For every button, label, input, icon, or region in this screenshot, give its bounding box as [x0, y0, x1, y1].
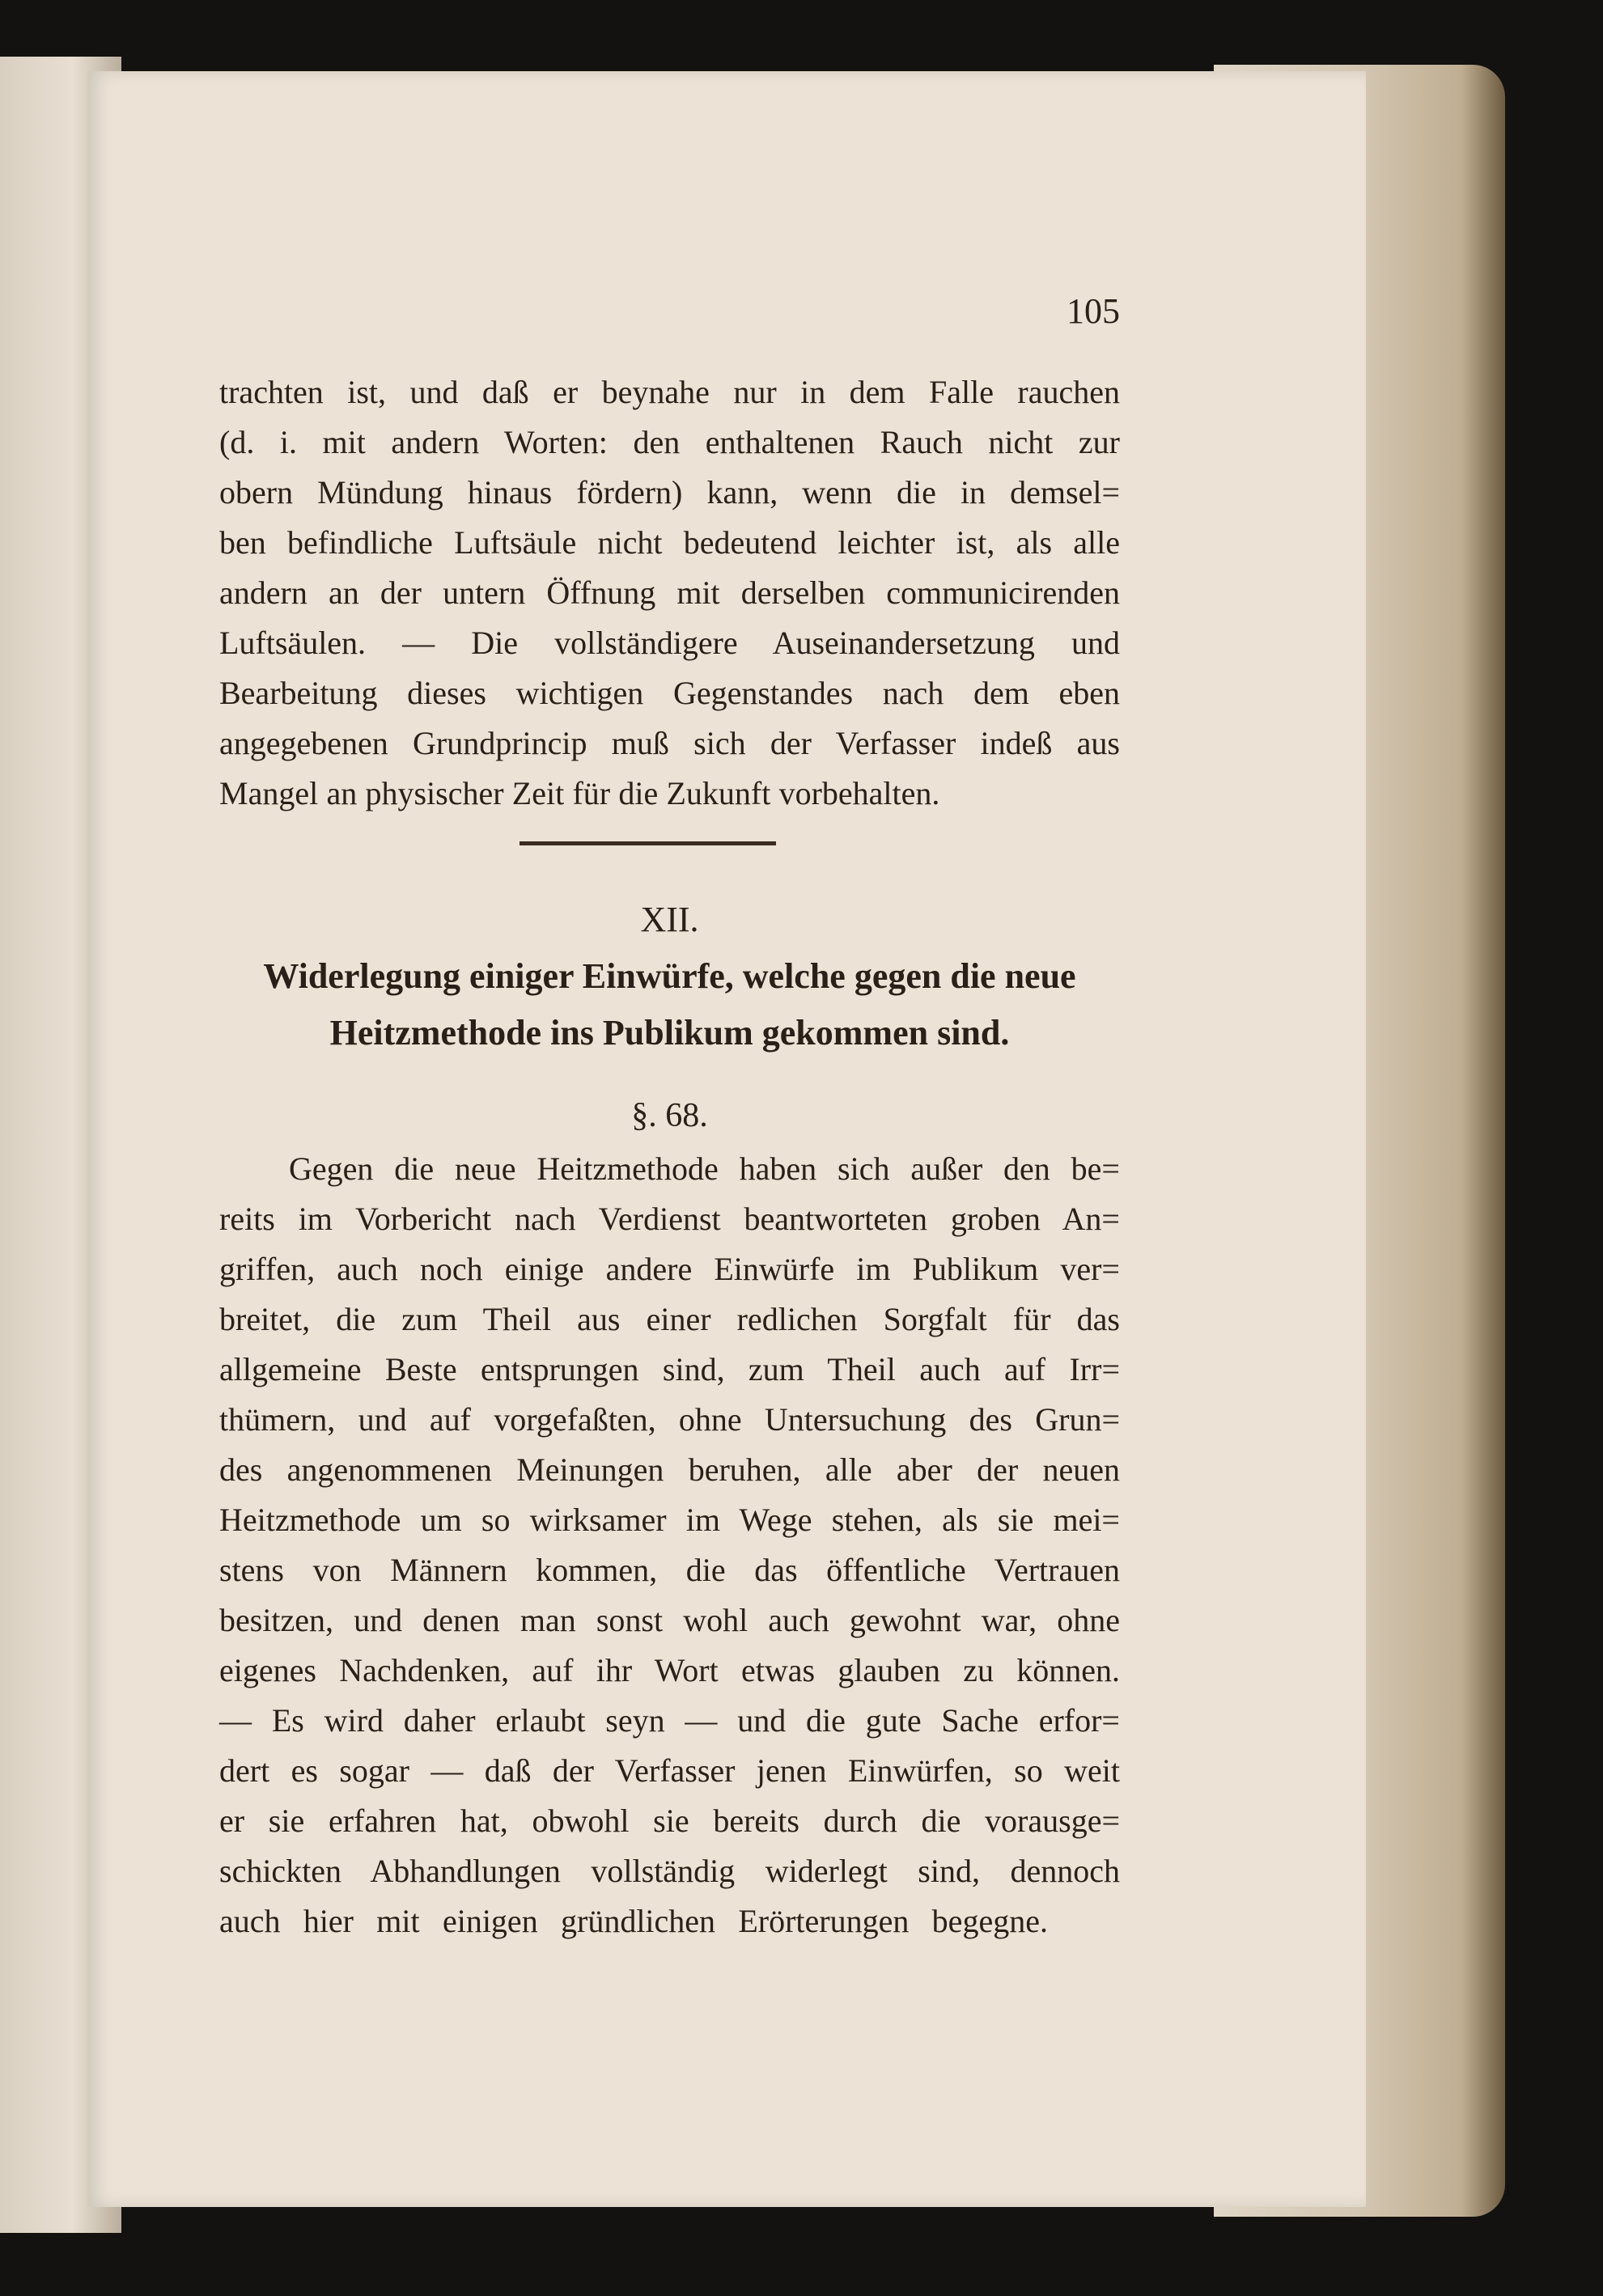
text-line: stens von Männern kommen, die das öffentliche Vertrauen: [219, 1552, 1120, 1588]
text-line: besitzen, und denen man sonst wohl auch gewohnt war, ohne: [219, 1602, 1120, 1638]
text-line: ben befindliche Luftsäule nicht bedeutend leichter ist, als alle: [219, 524, 1120, 561]
text-line: (d. i. mit andern Worten: den enthaltenen Rauch nicht zur: [219, 424, 1120, 460]
text-line: Gegen die neue Heitzmethode haben sich außer den be=: [289, 1150, 1120, 1187]
text-line: andern an der untern Öffnung mit derselben communicirenden: [219, 574, 1120, 611]
text-line: eigenes Nachdenken, auf ihr Wort etwas glauben zu können.: [219, 1652, 1120, 1688]
text-line: breitet, die zum Theil aus einer redlichen Sorgfalt für das: [219, 1301, 1120, 1337]
chapter-title-line-1: Widerlegung einiger Einwürfe, welche gegen die neue: [263, 956, 1076, 996]
text-line: trachten ist, und daß er beynahe nur in dem Falle rauchen: [219, 374, 1120, 410]
text-line: Bearbeitung dieses wichtigen Gegenstandes nach dem eben: [219, 675, 1120, 711]
text-line: des angenommenen Meinungen beruhen, alle aber der neuen: [219, 1451, 1120, 1488]
text-line: schickten Abhandlungen vollständig widerlegt sind, dennoch: [219, 1853, 1120, 1889]
text-line: obern Mündung hinaus fördern) kann, wenn die in demsel=: [219, 474, 1120, 510]
text-line: reits im Vorbericht nach Verdienst beantworteten groben An=: [219, 1201, 1120, 1237]
text-line: allgemeine Beste entsprungen sind, zum Theil auch auf Irr=: [219, 1351, 1120, 1387]
paragraph-2: [219, 1149, 1120, 1958]
chapter-number: XII.: [640, 900, 699, 939]
paragraph-1: [219, 372, 1120, 825]
text-line: angegebenen Grundprincip muß sich der Verfasser indeß aus: [219, 725, 1120, 761]
text-line: auch hier mit einigen gründlichen Erörterungen begegne.: [219, 1903, 1048, 1939]
text-line: dert es sogar — daß der Verfasser jenen Einwürfen, so weit: [219, 1752, 1120, 1789]
text-line: thümern, und auf vorgefaßten, ohne Untersuchung des Grun=: [219, 1401, 1120, 1438]
text-line: Luftsäulen. — Die vollständigere Auseinandersetzung und: [219, 625, 1120, 661]
text-line: griffen, auch noch einige andere Einwürfe im Publikum ver=: [219, 1251, 1120, 1287]
text-line: er sie erfahren hat, obwohl sie bereits durch die vorausge=: [219, 1802, 1120, 1839]
chapter-title-line-2: Heitzmethode ins Publikum gekommen sind.: [329, 1013, 1010, 1053]
page-number: 105: [1067, 291, 1120, 331]
text-line: Mangel an physischer Zeit für die Zukunft vorbehalten.: [219, 775, 940, 811]
section-divider: [519, 841, 776, 845]
text-line: — Es wird daher erlaubt seyn — und die gute Sache erfor=: [219, 1702, 1120, 1739]
text-line: Heitzmethode um so wirksamer im Wege stehen, als sie mei=: [219, 1502, 1120, 1538]
section-heading: §. 68.: [631, 1097, 708, 1134]
